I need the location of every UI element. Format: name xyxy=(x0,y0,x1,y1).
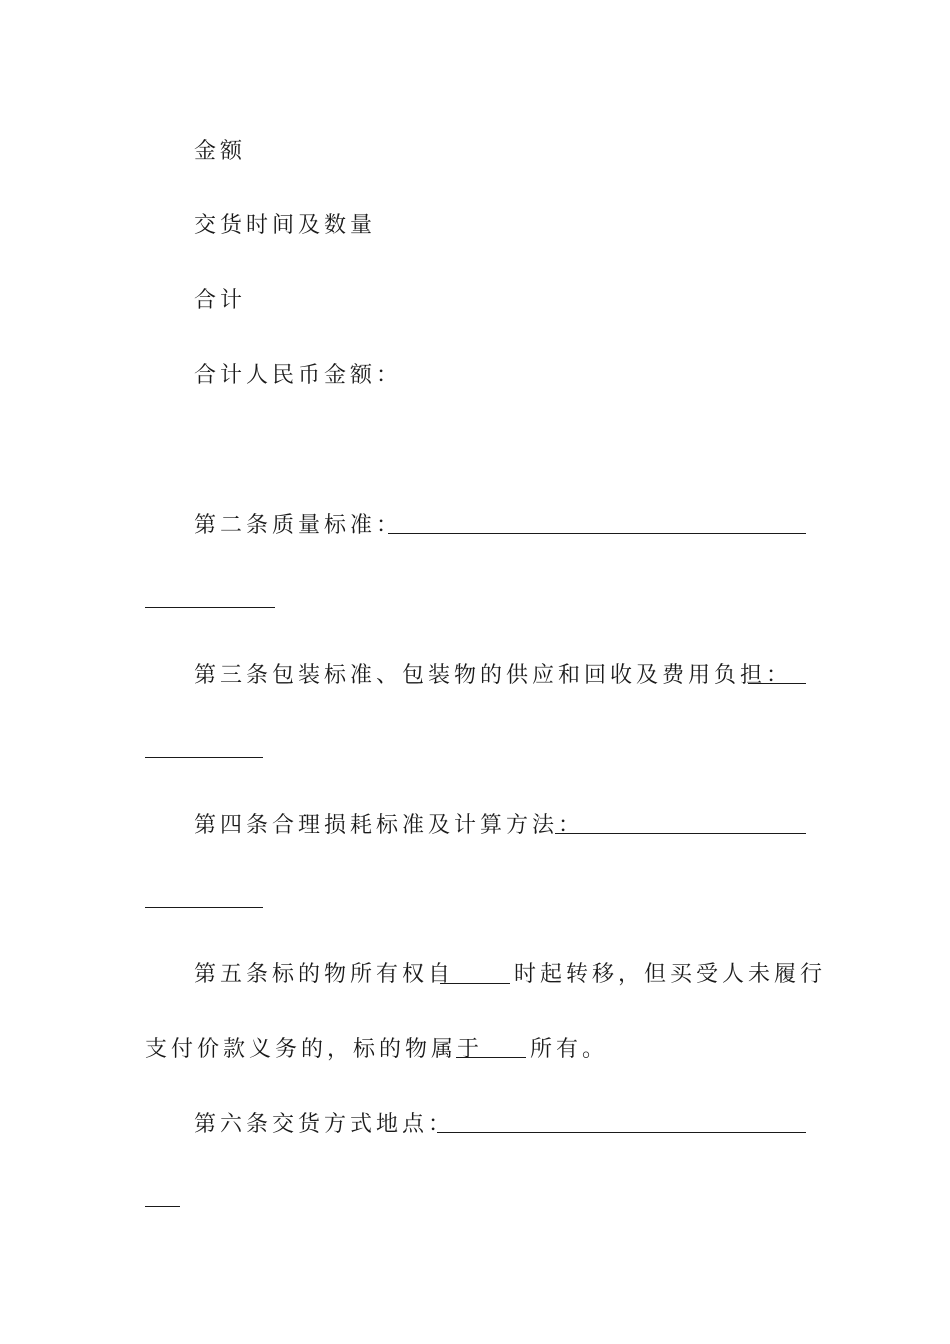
article-6-blank xyxy=(437,1132,806,1133)
article-5-part1: 第五条标的物所有权自 xyxy=(194,962,455,987)
article-2-blank xyxy=(388,533,806,534)
article-5-blank-2 xyxy=(456,1057,526,1058)
item-delivery-time-quantity: 交货时间及数量 xyxy=(194,213,377,238)
article-4-blank-continued xyxy=(145,907,263,908)
article-5-part2: 时起转移，但买受人未履行 xyxy=(514,962,827,987)
article-6-label: 第六条交货方式地点： xyxy=(194,1112,455,1137)
item-total: 合计 xyxy=(194,288,247,313)
article-3-label: 第三条包装标准、包装物的供应和回收及费用负担： xyxy=(194,663,793,688)
article-3-blank-continued xyxy=(145,757,263,758)
item-amount: 金额 xyxy=(194,139,247,164)
article-5-part3: 支付价款义务的，标的物属于 xyxy=(145,1037,484,1062)
article-5-blank-1 xyxy=(440,983,510,984)
article-2-blank-continued xyxy=(145,607,275,608)
item-total-rmb-amount: 合计人民币金额： xyxy=(194,363,403,388)
article-4-label: 第四条合理损耗标准及计算方法： xyxy=(194,813,585,838)
article-3-blank xyxy=(748,683,806,684)
article-5-part4: 所有。 xyxy=(530,1037,609,1062)
article-4-blank xyxy=(555,833,806,834)
article-2-label: 第二条质量标准： xyxy=(194,513,403,538)
article-6-blank-continued xyxy=(145,1206,180,1207)
